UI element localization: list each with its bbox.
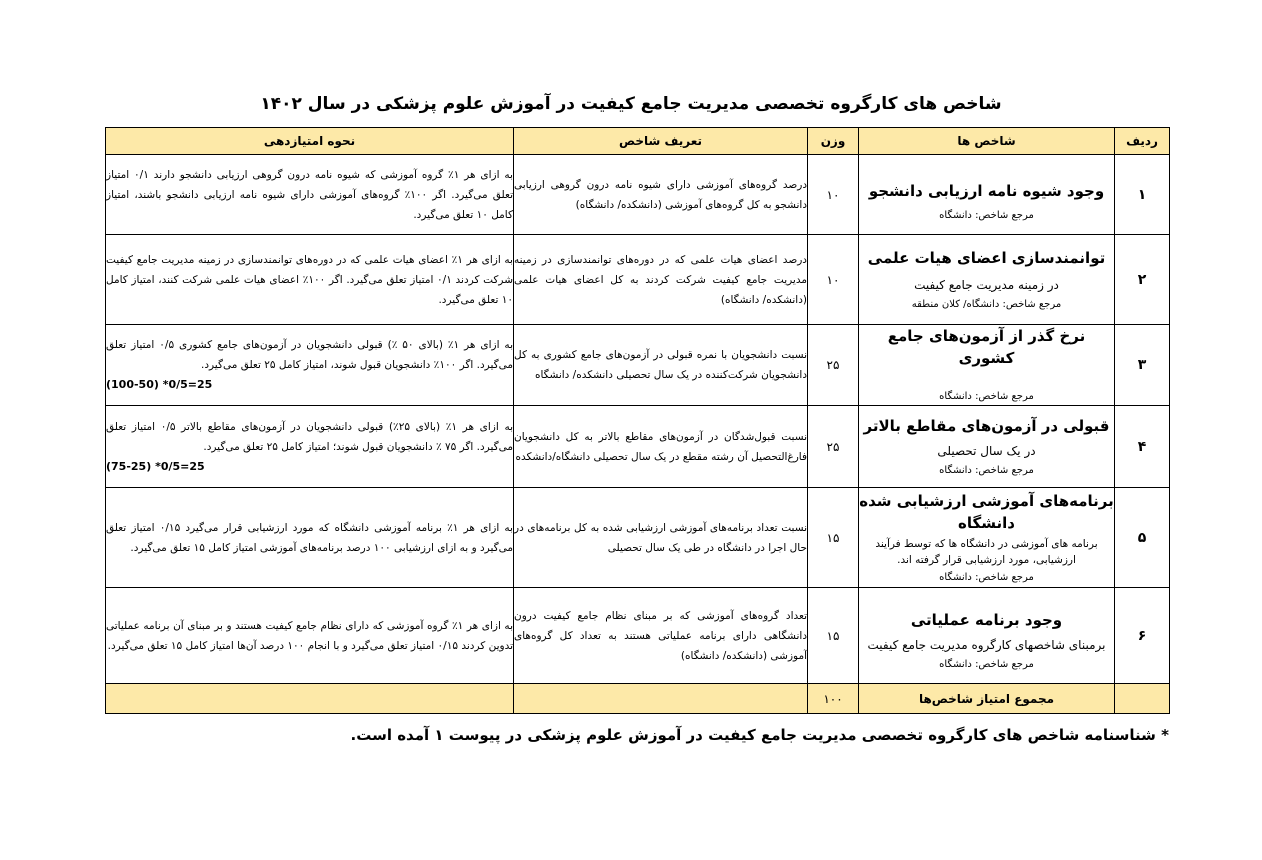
indicator-subtitle: در یک سال تحصیلی: [937, 443, 1036, 458]
definition-cell: درصد گروه‌های آموزشی دارای شیوه نامه درون گروهی ارزیابی دانشجو به کل گروه‌های آموزشی (دانشکده/ دانشگاه): [514, 155, 808, 235]
indicator-cell: [859, 588, 1115, 684]
table-row: [106, 155, 1170, 235]
weight-cell: ۲۵: [808, 325, 859, 406]
indicator-subtitle: برمبنای شاخصهای کارگروه مدیریت جامع کیفیت: [867, 637, 1106, 652]
definition-cell: نسبت تعداد برنامه‌های آموزشی ارزشیابی شده به کل برنامه‌های در حال اجرا در دانشگاه در طی یک سال تحصیلی: [514, 488, 808, 588]
indicator-title: وجود شیوه نامه ارزیابی دانشجو: [868, 181, 1105, 200]
indicator-title: قبولی در آزمون‌های مقاطع بالاتر: [863, 416, 1110, 435]
indicator-cell: [859, 235, 1115, 325]
indicator-reference: مرجع شاخص: دانشگاه: [939, 391, 1034, 402]
scoring-cell: [106, 406, 514, 488]
indicator-cell: [859, 155, 1115, 235]
header-scoring: نحوه امتیازدهی: [106, 128, 514, 155]
row-number: ۲: [1115, 235, 1170, 325]
table-row: [106, 588, 1170, 684]
table-row: [106, 406, 1170, 488]
indicator-cell: [859, 488, 1115, 588]
definition-cell: نسبت دانشجویان با نمره قبولی در آزمون‌های جامع کشوری به کل دانشجویان شرکت‌کننده در یک سال تحصیلی دانشکده/ دانشگاه: [514, 325, 808, 406]
table-row: [106, 325, 1170, 406]
header-weight: وزن: [808, 128, 859, 155]
indicator-title: توانمندسازی اعضای هیات علمی: [867, 248, 1106, 267]
indicator-title: نرخ گذر از آزمون‌های جامع کشوری: [887, 327, 1086, 367]
definition-cell: درصد اعضای هیات علمی که در دوره‌های توانمندسازی در زمینه مدیریت جامع کیفیت شرکت کردند به کل اعضای هیات علمی (دانشکده/ دانشگاه): [514, 235, 808, 325]
scoring-text: به ازای هر ۱٪ (بالای ۵۰ ٪) قبولی دانشجویان در آزمون‌های جامع کشوری ۰/۵ امتیاز تعلق می‌گیرد. اگر ۱۰۰٪ دانشجویان قبول شوند، امتیاز کامل ۲۵ تعلق می‌گیرد.: [106, 339, 513, 371]
total-empty-cell: [514, 684, 808, 714]
indicator-subtitle: در زمینه مدیریت جامع کیفیت: [914, 277, 1059, 292]
row-number: ۵: [1115, 488, 1170, 588]
weight-cell: ۲۵: [808, 406, 859, 488]
scoring-cell: به ازای هر ۱٪ گروه آموزشی که شیوه نامه درون گروهی ارزیابی دانشجو دارند ۰/۱ امتیاز تعلق می‌گیرد. اگر ۱۰۰٪ گروه‌های آموزشی دارای شیوه نامه ارزیابی دانشجو باشند، امتیاز کامل ۱۰ تعلق می‌گیرد.: [106, 155, 514, 235]
indicator-reference: مرجع شاخص: دانشگاه: [939, 464, 1034, 476]
indicator-cell: [859, 325, 1115, 406]
row-number: ۴: [1115, 406, 1170, 488]
header-indicator: شاخص ها: [859, 128, 1115, 155]
scoring-formula: (75-25) *0/5=25: [106, 459, 205, 473]
table-row: [106, 488, 1170, 588]
table-header-row: [106, 128, 1170, 155]
scoring-cell: [106, 325, 514, 406]
weight-cell: ۱۰: [808, 155, 859, 235]
footnote: * شناسنامه شاخص های کارگروه تخصصی مدیریت جامع کیفیت در آموزش علوم پزشکی در پیوست ۱ آمده است.: [350, 726, 1169, 744]
header-row-number: ردیف: [1115, 128, 1170, 155]
total-value: ۱۰۰: [808, 684, 859, 714]
weight-cell: ۱۰: [808, 235, 859, 325]
total-empty-cell: [1115, 684, 1170, 714]
scoring-cell: به ازای هر ۱٪ گروه آموزشی که دارای نظام جامع کیفیت هستند و بر مبنای آن برنامه عملیاتی تدوین کردند ۰/۱۵ امتیاز تعلق می‌گیرد و با انجام ۱۰۰ درصد آن‌ها امتیاز کامل ۱۵ تعلق می‌گیرد.: [106, 588, 514, 684]
scoring-formula: (100-50) *0/5=25: [106, 378, 213, 391]
row-number: ۱: [1115, 155, 1170, 235]
indicator-reference: مرجع شاخص: دانشگاه: [939, 209, 1034, 221]
total-label: مجموع امتیاز شاخص‌ها: [859, 684, 1115, 714]
weight-cell: ۱۵: [808, 588, 859, 684]
page-title: شاخص های کارگروه تخصصی مدیریت جامع کیفیت در آموزش علوم پزشکی در سال ۱۴۰۲: [260, 94, 1002, 114]
scoring-text: به ازای هر ۱٪ (بالای ۲۵٪) قبولی دانشجویان در آزمون‌های مقاطع بالاتر ۰/۵ امتیاز تعلق می‌گیرد. اگر ۷۵ ٪ دانشجویان قبول شوند؛ امتیاز کامل ۲۵ تعلق می‌گیرد.: [106, 420, 513, 453]
indicator-cell: [859, 406, 1115, 488]
scoring-cell: به ازای هر ۱٪ برنامه آموزشی دانشگاه که مورد ارزشیابی قرار می‌گیرد ۰/۱۵ امتیاز تعلق می‌گیرد و به ازای ارزشیابی ۱۰۰ درصد برنامه‌های آموزشی امتیاز کامل ۱۵ تعلق می‌گیرد.: [106, 488, 514, 588]
indicator-subtitle: برنامه های آموزشی در دانشگاه ها که توسط فرآیند ارزشیابی، مورد ارزشیابی قرار گرفته اند.: [875, 537, 1098, 566]
indicator-title: وجود برنامه عملیاتی: [910, 610, 1063, 629]
scoring-cell: به ازای هر ۱٪ اعضای هیات علمی که در دوره‌های توانمندسازی در زمینه مدیریت جامع کیفیت شرکت کردند ۰/۱ امتیاز تعلق می‌گیرد. اگر ۱۰۰٪ اعضای هیات علمی شرکت کنند، امتیاز کامل ۱۰ تعلق می‌گیرد.: [106, 235, 514, 325]
row-number: ۳: [1115, 325, 1170, 406]
total-row: [106, 684, 1170, 714]
indicator-title: برنامه‌های آموزشی ارزشیابی شده دانشگاه: [859, 491, 1114, 532]
indicators-table: [105, 127, 1170, 714]
weight-cell: ۱۵: [808, 488, 859, 588]
definition-cell: تعداد گروه‌های آموزشی که بر مبنای نظام جامع کیفیت درون دانشگاهی دارای برنامه عملیاتی هستند به تعداد کل گروه‌های آموزشی (دانشکده/ دانشگاه): [514, 588, 808, 684]
indicator-reference: مرجع شاخص: دانشگاه: [939, 658, 1034, 670]
header-definition: تعریف شاخص: [514, 128, 808, 155]
indicator-reference: مرجع شاخص: دانشگاه/ کلان منطقه: [911, 298, 1062, 310]
total-empty-cell: [106, 684, 514, 714]
row-number: ۶: [1115, 588, 1170, 684]
indicator-reference: مرجع شاخص: دانشگاه: [939, 571, 1034, 583]
definition-cell: نسبت قبول‌شدگان در آزمون‌های مقاطع بالاتر به کل دانشجویان فارغ‌التحصیل آن رشته مقطع در یک سال تحصیلی دانشگاه/دانشکده: [514, 406, 808, 488]
table-row: [106, 235, 1170, 325]
